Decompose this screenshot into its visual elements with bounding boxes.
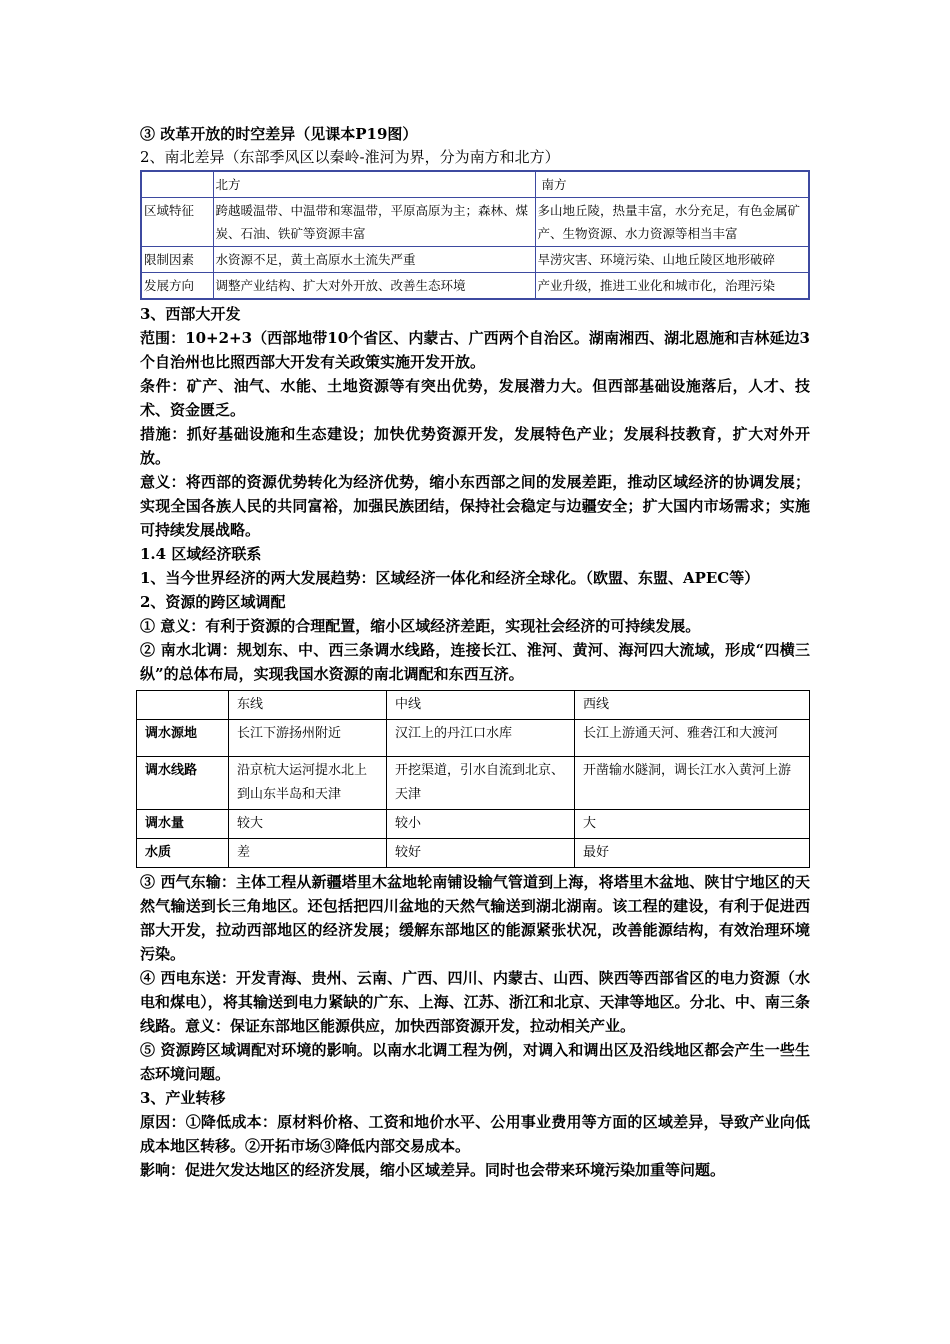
south-cell: 多山地丘陵，热量丰富，水分充足，有色金属矿产、生物资源、水力资源等相当丰富 [535, 198, 809, 247]
east-cell: 长江下游扬州附近 [229, 720, 387, 757]
north-cell: 跨越暖温带、中温带和寒温带，平原高原为主；森林、煤炭、石油、铁矿等资源丰富 [213, 198, 535, 247]
row-label: 调水源地 [137, 720, 229, 757]
reform-heading: ③ 改革开放的时空差异（见课本P19图） [140, 125, 418, 143]
row-label: 水质 [137, 839, 229, 868]
table-header-cell: 南方 [535, 171, 809, 198]
west-east-gas: ③ 西气东输：主体工程从新疆塔里木盆地轮南铺设输气管道到上海，将塔里木盆地、陕甘宁地区的天然气输送到长三角地区。还包括把四川盆地的天然气输送到湖北湖南。该工程的建设，有利于促进西部大开发，拉动西部地区的经济发展；缓解东部地区的能源紧张状况，改善能源结构，有效治理环境污染。 [140, 873, 810, 963]
table-row [141, 273, 809, 300]
section-1-4-heading: 1.4 区域经济联系 [140, 545, 262, 563]
table-header-row [141, 171, 809, 198]
table-row [141, 247, 809, 273]
west-cell: 开凿输水隧洞，调长江水入黄河上游 [575, 757, 810, 810]
table-row [141, 198, 809, 247]
table-header-cell: 东线 [229, 691, 387, 720]
water-transfer-table [136, 690, 810, 868]
south-cell: 产业升级，推进工业化和城市化，治理污染 [535, 273, 809, 300]
west-meaning: 意义：将西部的资源优势转化为经济优势，缩小东西部之间的发展差距，推动区域经济的协调发展；实现全国各族人民的共同富裕，加强民族团结，保持社会稳定与边疆安全；扩大国内市场需求；实施可持续发展战略。 [140, 473, 810, 539]
west-measures: 措施：抓好基础设施和生态建设；加快优势资源开发，发展特色产业；发展科技教育，扩大对外开放。 [140, 425, 810, 467]
west-east-power: ④ 西电东送：开发青海、贵州、云南、广西、四川、内蒙古、山西、陕西等西部省区的电力资源（水电和煤电），将其输送到电力紧缺的广东、上海、江苏、浙江和北京、天津等地区。分北、中、南三条线路。意义：保证东部地区能源供应，加快西部资源开发，拉动相关产业。 [140, 969, 810, 1035]
west-conditions: 条件：矿产、油气、水能、土地资源等有突出优势，发展潜力大。但西部基础设施落后，人才、技术、资金匮乏。 [140, 377, 810, 419]
table-header-cell: 北方 [213, 171, 535, 198]
row-label: 调水线路 [137, 757, 229, 810]
allocation-meaning: ① 意义：有利于资源的合理配置，缩小区域经济差距，实现社会经济的可持续发展。 [140, 617, 701, 635]
transfer-reason: 原因：①降低成本：原材料价格、工资和地价水平、公用事业费用等方面的区域差异，导致产业向低成本地区转移。②开拓市场③降低内部交易成本。 [140, 1113, 810, 1155]
environment-impact: ⑤ 资源跨区域调配对环境的影响。以南水北调工程为例，对调入和调出区及沿线地区都会产生一些生态环境问题。 [140, 1041, 810, 1083]
middle-cell: 较小 [387, 810, 575, 839]
west-cell: 长江上游通天河、雅砻江和大渡河 [575, 720, 810, 757]
south-cell: 旱涝灾害、环境污染、山地丘陵区地形破碎 [535, 247, 809, 273]
east-cell: 较大 [229, 810, 387, 839]
row-label: 调水量 [137, 810, 229, 839]
middle-cell: 开挖渠道，引水自流到北京、天津 [387, 757, 575, 810]
east-cell: 差 [229, 839, 387, 868]
row-label: 限制因素 [141, 247, 213, 273]
document-page [140, 122, 810, 1182]
row-label: 区域特征 [141, 198, 213, 247]
west-scope: 范围：10+2+3（西部地带10个省区、内蒙古、广西两个自治区。湖南湘西、湖北恩施和吉林延边3个自治州也比照西部大开发有关政策实施开发开放。 [140, 329, 810, 371]
table-header-cell: 西线 [575, 691, 810, 720]
row-label: 发展方向 [141, 273, 213, 300]
table-header-row [137, 691, 810, 720]
table-row [137, 810, 810, 839]
east-cell: 沿京杭大运河提水北上到山东半岛和天津 [229, 757, 387, 810]
table-header-cell [137, 691, 229, 720]
west-cell: 大 [575, 810, 810, 839]
west-cell: 最好 [575, 839, 810, 868]
north-south-heading: 2、南北差异（东部季风区以秦岭-淮河为界，分为南方和北方） [140, 148, 560, 166]
table-header-cell: 中线 [387, 691, 575, 720]
north-cell: 调整产业结构、扩大对外开放、改善生态环境 [213, 273, 535, 300]
table-header-cell [141, 171, 213, 198]
south-north-water: ② 南水北调：规划东、中、西三条调水线路，连接长江、淮河、黄河、海河四大流域，形成“四横三纵”的总体布局，实现我国水资源的南北调配和东西互济。 [140, 641, 810, 683]
middle-cell: 较好 [387, 839, 575, 868]
middle-cell: 汉江上的丹江口水库 [387, 720, 575, 757]
north-cell: 水资源不足，黄土高原水土流失严重 [213, 247, 535, 273]
resource-allocation-heading: 2、资源的跨区域调配 [140, 593, 286, 611]
transfer-impact: 影响：促进欠发达地区的经济发展，缩小区域差异。同时也会带来环境污染加重等问题。 [140, 1161, 726, 1179]
table-row [137, 839, 810, 868]
west-heading: 3、西部大开发 [140, 305, 241, 323]
table-row [137, 720, 810, 757]
table-row [137, 757, 810, 810]
trend-item: 1、当今世界经济的两大发展趋势：区域经济一体化和经济全球化。（欧盟、东盟、APEC等） [140, 569, 760, 587]
industry-transfer-heading: 3、产业转移 [140, 1089, 226, 1107]
north-south-table [140, 170, 810, 300]
